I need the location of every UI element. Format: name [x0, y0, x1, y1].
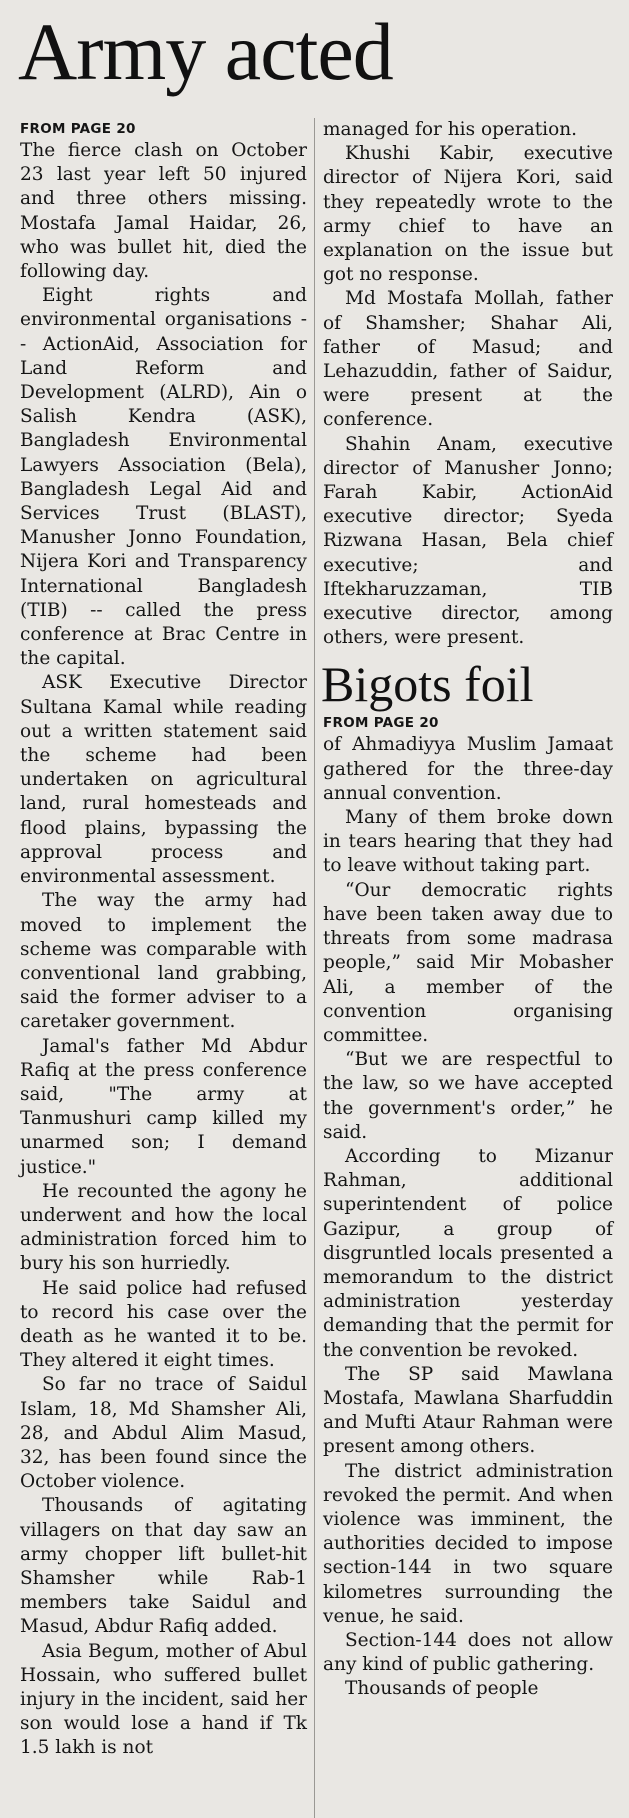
paragraph: The fierce clash on October 23 last year left 50 injured and three others missing. Mostafa Jamal Haidar, 26, who was bullet hit, died the following day.	[20, 140, 307, 283]
kicker: FROM PAGE 20	[20, 121, 136, 137]
paragraph: “But we are respectful to the law, so we have accepted the government's order,” he said.	[323, 1049, 613, 1143]
paragraph: The SP said Mawlana Mostafa, Mawlana Sharfuddin and Mufti Ataur Rahman were present among others.	[323, 1363, 613, 1458]
paragraph: Shahin Anam, executive director of Manusher Jonno; Farah Kabir, ActionAid executive director; Syeda Rizwana Hasan, Bela chief executive; and Iftekharuzzaman, TIB executive director, among others, were present.	[323, 433, 613, 649]
headline: Army acted	[18, 6, 393, 97]
paragraph: Asia Begum, mother of Abul Hossain, who suffered bullet injury in the incident, said her son would lose a hand if Tk 1.5 lakh is not	[20, 1640, 307, 1759]
column-divider	[314, 118, 315, 1818]
paragraph: “Our democratic rights have been taken away due to threats from some madrasa people,” said Mir Mobasher Ali, a member of the convention organising committee.	[323, 879, 613, 1046]
paragraph: of Ahmadiyya Muslim Jamaat gathered for the three-day annual convention.	[323, 734, 613, 804]
left-column	[20, 120, 307, 1761]
paragraph: The district administration revoked the permit. And when violence was imminent, the authorities decided to impose section-144 in two square kilometres surrounding the venue, he said.	[323, 1460, 613, 1627]
kicker: FROM PAGE 20	[323, 715, 439, 732]
paragraph: Md Mostafa Mollah, father of Shamsher; Shahar Ali, father of Masud; and Lehazuddin, father of Saidur, were present at the conference.	[323, 288, 613, 431]
paragraph: Many of them broke down in tears hearing that they had to leave without taking part.	[323, 807, 613, 877]
paragraph: He recounted the agony he underwent and how the local administration forced him to bury his son hurriedly.	[20, 1180, 307, 1275]
paragraph: Jamal's father Md Abdur Rafiq at the press conference said, "The army at Tanmushuri camp killed my unarmed son; I demand justice."	[20, 1035, 307, 1178]
paragraph: So far no trace of Saidul Islam, 18, Md Shamsher Ali, 28, and Abdul Alim Masud, 32, has been found since the October violence.	[20, 1374, 307, 1493]
paragraph: He said police had refused to record his case over the death as he wanted it to be. They altered it eight times.	[20, 1277, 307, 1372]
paragraph: Thousands of people	[345, 1678, 539, 1700]
paragraph: ASK Executive Director Sultana Kamal while reading out a written statement said the scheme had been undertaken on agricultural land, rural homesteads and flood plains, bypassing the approval process and environmental assessment.	[20, 672, 307, 888]
paragraph: According to Mizanur Rahman, additional superintendent of police Gazipur, a group of disgruntled locals presented a memorandum to the district administration yesterday demanding that the permit for the convention be revoked.	[323, 1145, 613, 1361]
paragraph: The way the army had moved to implement the scheme was comparable with conventional land grabbing, said the former adviser to a caretaker government.	[20, 890, 307, 1033]
paragraph: Eight rights and environmental organisations -- ActionAid, Association for Land Reform and Development (ALRD), Ain o Salish Kendra (ASK), Bangladesh Environmental Lawyers Association (Bela), Bangladesh Legal Aid and Services Trust (BLAST), Manusher Jonno Foundation, Nijera Kori and Transparency International Bangladesh (TIB) -- called the press conference at Brac Centre in the capital.	[20, 285, 307, 670]
paragraph: Thousands of agitating villagers on that day saw an army chopper lift bullet-hit Shamsher while Rab-1 members take Saidul and Masud, Abdur Rafiq added.	[20, 1495, 307, 1638]
second-headline: Bigots foil	[321, 656, 534, 713]
paragraph: Section-144 does not allow any kind of public gathering.	[323, 1629, 613, 1676]
right-column	[323, 118, 613, 1702]
paragraph: Khushi Kabir, executive director of Nijera Kori, said they repeatedly wrote to the army chief to have an explanation on the issue but got no response.	[323, 143, 613, 286]
paragraph: managed for his operation.	[323, 119, 578, 140]
